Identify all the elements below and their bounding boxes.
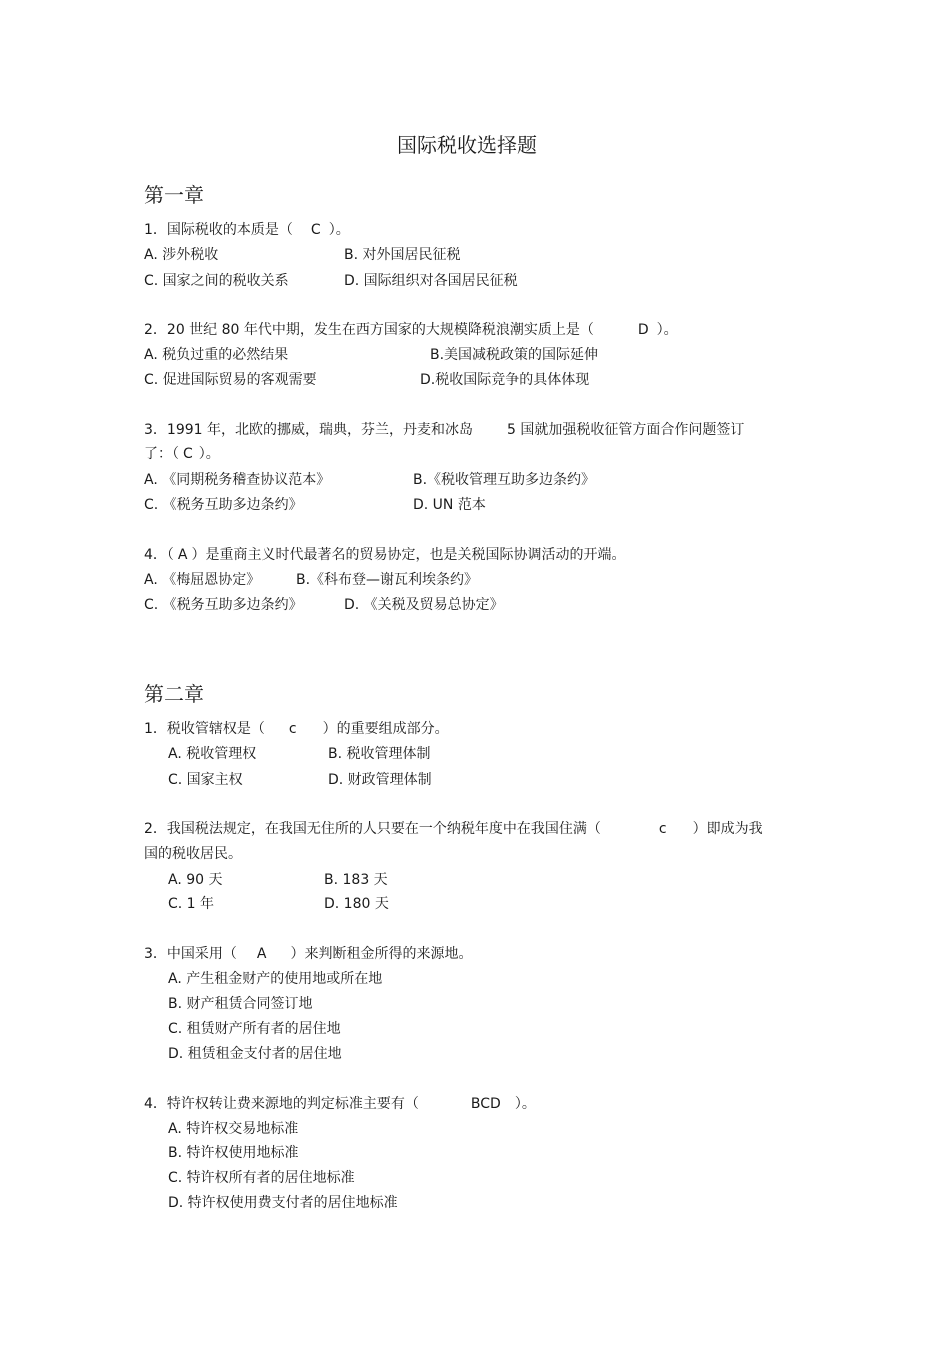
- answer: c: [288, 721, 297, 737]
- ch2-q4-option-d: D. 特许权使用费支付者的居住地标准: [168, 1195, 398, 1211]
- ch2-q2-option-c: C. 1 年: [168, 896, 215, 912]
- ch1-q4-option-a: A. 《梅屈恩协定》: [144, 572, 261, 588]
- answer: D: [637, 322, 649, 338]
- stem-text: 4．特许权转让费来源地的判定标准主要有（: [144, 1096, 419, 1112]
- ch2-q4-option-b: B. 特许权使用地标准: [168, 1145, 299, 1161]
- ch1-q3-option-c: C. 《税务互助多边条约》: [144, 497, 303, 513]
- stem-text: ）。: [514, 1096, 536, 1112]
- ch2-q1-option-c: C. 国家主权: [168, 772, 243, 788]
- ch2-q4-stem: [144, 1095, 536, 1113]
- ch2-q2-stem-line1: [144, 820, 763, 838]
- stem-text: 2．20 世纪 80 年代中期，发生在西方国家的大规模降税浪潮实质上是（: [144, 322, 594, 338]
- stem-text: 4．（: [144, 547, 174, 563]
- ch1-q3-option-a: A. 《同期税务稽查协议范本》: [144, 472, 331, 488]
- ch1-q3-stem-line2: [144, 445, 220, 463]
- ch1-q4-option-d: D. 《关税及贸易总协定》: [344, 597, 504, 613]
- stem-text: ）。: [656, 322, 678, 338]
- ch1-q1-option-c: C. 国家之间的税收关系: [144, 273, 289, 289]
- ch2-q3-option-a: A. 产生租金财产的使用地或所在地: [168, 971, 383, 987]
- ch1-q1-option-a: A. 涉外税收: [144, 247, 219, 263]
- stem-text: 3．中国采用（: [144, 946, 237, 962]
- ch1-q4-option-c: C. 《税务互助多边条约》: [144, 597, 303, 613]
- ch2-q3-stem: [144, 945, 473, 963]
- ch1-q3-option-b: B.《税收管理互助多边条约》: [413, 472, 596, 488]
- ch1-q1-option-b: B. 对外国居民征税: [344, 247, 461, 263]
- stem-text: ）的重要组成部分。: [322, 721, 449, 737]
- ch2-q1-stem: [144, 720, 449, 738]
- stem-text: 了：（: [144, 446, 179, 462]
- stem-text: 2．我国税法规定，在我国无住所的人只要在一个纳税年度中在我国住满（: [144, 821, 601, 837]
- answer: A: [177, 547, 188, 563]
- ch1-q3-option-d: D. UN 范本: [413, 497, 486, 513]
- ch1-q3-stem-line1: [144, 421, 744, 439]
- stem-text: 1．国际税收的本质是（: [144, 222, 293, 238]
- stem-text: ）是重商主义时代最著名的贸易协定，也是关税国际协调活动的开端。: [191, 547, 626, 563]
- stem-text: 1．税收管辖权是（: [144, 721, 265, 737]
- ch2-q3-option-d: D. 租赁租金支付者的居住地: [168, 1046, 342, 1062]
- answer: BCD: [470, 1096, 501, 1112]
- stem-text: ）即成为我: [692, 821, 763, 837]
- ch2-q3-option-b: B. 财产租赁合同签订地: [168, 996, 313, 1012]
- ch2-q4-option-a: A. 特许权交易地标准: [168, 1121, 299, 1137]
- answer: c: [658, 821, 667, 837]
- chapter-2-heading: 第二章: [144, 682, 204, 706]
- stem-text: 5 国就加强税收征管方面合作问题签订: [507, 422, 745, 438]
- stem-text: ）来判断租金所得的来源地。: [290, 946, 473, 962]
- ch2-q2-option-b: B. 183 天: [324, 872, 388, 888]
- ch1-q4-option-b: B.《科布登—谢瓦利埃条约》: [296, 572, 479, 588]
- ch2-q1-option-d: D. 财政管理体制: [328, 772, 432, 788]
- stem-text: ）。: [198, 446, 220, 462]
- answer: C: [183, 446, 193, 462]
- ch1-q1-stem: [144, 221, 350, 239]
- answer: C: [310, 222, 321, 238]
- ch1-q2-option-a: A. 税负过重的必然结果: [144, 347, 289, 363]
- ch2-q3-option-c: C. 租赁财产所有者的居住地: [168, 1021, 341, 1037]
- stem-text: ）。: [328, 222, 350, 238]
- page-title: 国际税收选择题: [397, 133, 537, 157]
- ch2-q1-option-b: B. 税收管理体制: [328, 746, 431, 762]
- ch2-q2-stem-line2: 国的税收居民。: [144, 846, 242, 862]
- answer: A: [256, 946, 267, 962]
- ch1-q4-stem: [144, 546, 626, 564]
- stem-text: 3．1991 年，北欧的挪威，瑞典，芬兰，丹麦和冰岛: [144, 422, 473, 438]
- ch2-q1-option-a: A. 税收管理权: [168, 746, 257, 762]
- ch2-q2-option-d: D. 180 天: [324, 896, 389, 912]
- ch1-q2-option-c: C. 促进国际贸易的客观需要: [144, 372, 317, 388]
- chapter-1-heading: 第一章: [144, 183, 204, 207]
- ch2-q4-option-c: C. 特许权所有者的居住地标准: [168, 1170, 355, 1186]
- ch1-q2-option-b: B.美国减税政策的国际延伸: [430, 347, 599, 363]
- ch1-q2-option-d: D.税收国际竞争的具体体现: [420, 372, 590, 388]
- ch2-q2-option-a: A. 90 天: [168, 872, 223, 888]
- ch1-q2-stem: [144, 321, 678, 339]
- ch1-q1-option-d: D. 国际组织对各国居民征税: [344, 273, 518, 289]
